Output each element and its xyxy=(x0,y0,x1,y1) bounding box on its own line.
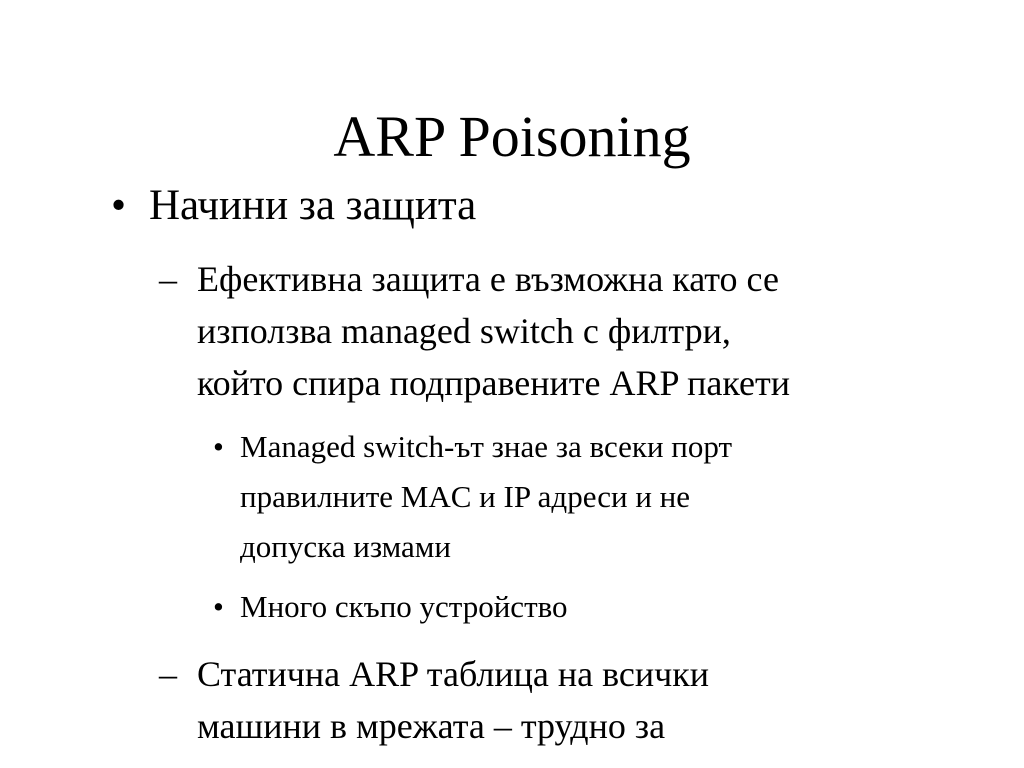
bullet-marker: • xyxy=(213,589,224,624)
text-line: Много скъпо устройство xyxy=(240,589,568,624)
slide-title: ARP Poisoning xyxy=(333,104,691,169)
dash-marker: – xyxy=(159,654,177,694)
text-line: допуска измами xyxy=(240,529,451,564)
bullet-text xyxy=(240,582,568,632)
bullet-text xyxy=(197,253,790,409)
text-line: използва managed switch с филтри, xyxy=(197,311,731,351)
bullet-level2 xyxy=(159,648,709,752)
bullet-marker: • xyxy=(213,429,224,464)
bullet-text xyxy=(197,648,709,752)
text-line: който спира подправените ARP пакети xyxy=(197,363,790,403)
dash-marker: – xyxy=(159,259,177,299)
text-line: правилните MAC и IP адреси и не xyxy=(240,479,691,514)
text-line: Ефективна защита е възможна като се xyxy=(197,259,779,299)
text-line: Статична ARP таблица на всички xyxy=(197,654,709,694)
bullet-marker: • xyxy=(111,182,127,229)
bullet-text xyxy=(240,422,732,572)
bullet-text: Начини за защита xyxy=(149,182,477,229)
text-line: машини в мрежата – трудно за xyxy=(197,706,666,746)
bullet-level3 xyxy=(213,582,568,632)
bullet-level1 xyxy=(111,178,476,234)
text-line: Managed switch-ът знае за всеки порт xyxy=(240,429,733,464)
bullet-level3 xyxy=(213,422,732,572)
bullet-level2 xyxy=(159,253,790,409)
